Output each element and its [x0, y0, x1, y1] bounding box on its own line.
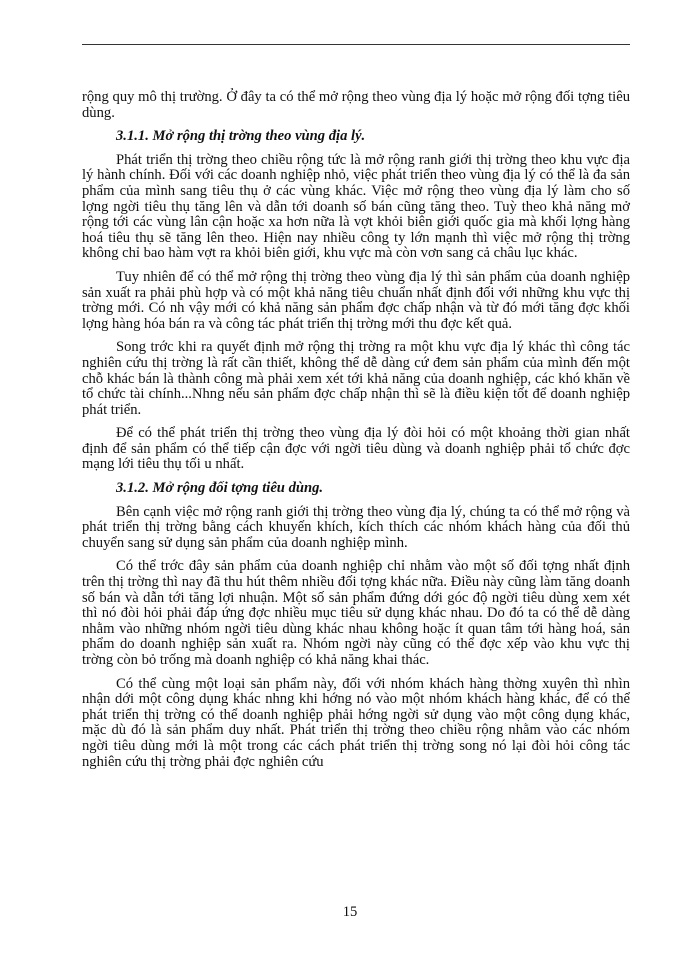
header-rule	[82, 44, 630, 45]
paragraph-6: Bên cạnh việc mở rộng ranh giới thị trờng theo vùng địa lý, chúng ta có thể mở rộng và phát triển thị trờng bằng cách khuyến khích, kích thích các nhóm khách hàng của đối thủ chuyển sang sử dụng sản phẩm của doanh nghiệp mình.	[82, 503, 630, 551]
paragraph-8: Có thể cùng một loại sản phẩm này, đối với nhóm khách hàng thờng xuyên thì nhìn nhận dới một công dụng khác nhng khi hớng nó vào một nhóm khách hàng khác, để có thể phát triển thị trờng có thể doanh nghiệp phải hớng ngời sử dụng vào một công dụng khác, mặc dù đó là sản phẩm duy nhất. Phát triển thị trờng theo chiều rộng nhằm vào các nhóm ngời tiêu dùng mới là một trong các cách phát triển thị trờng song nó lại đòi hỏi công tác nghiên cứu thị trờng phải đợc nghiên cứu	[82, 675, 630, 770]
paragraph-2: Phát triển thị trờng theo chiều rộng tức là mở rộng ranh giới thị trờng theo khu vực địa lý hành chính. Đối với các doanh nghiệp nhỏ, việc phát triển theo vùng địa lý có thể là đa sản phẩm của mình sang tiêu thụ ở các vùng khác. Việc mở rộng theo vùng địa lý làm cho số lợng ngời tiêu thụ tăng lên và dẫn tới doanh số bán cũng tăng theo. Tuỳ theo khả năng mở rộng tới các vùng lân cận hoặc xa hơn nữa là vợt khỏi biên giới quốc gia mà khối lợng hàng hoá tiêu thụ sẽ tăng lên theo. Hiện nay nhiều công ty lớn mạnh thì việc mở rộng thị trờng không chỉ bao hàm vợt ra khỏi biên giới, khu vực mà còn vơn sang cả châu lục khác.	[82, 151, 630, 262]
page-number: 15	[342, 904, 358, 920]
paragraph-1: rộng quy mô thị trường. Ở đây ta có thể mở rộng theo vùng địa lý hoặc mở rộng đối tợng tiêu dùng.	[82, 89, 630, 121]
paragraph-4: Song trớc khi ra quyết định mở rộng thị trờng ra một khu vực địa lý khác thì công tác nghiên cứu thị trờng là rất cần thiết, không thể dễ dàng cứ đem sản phẩm của mình đến một chỗ khác bán là thành công mà phải xem xét tới khả năng của doanh nghiệp, các khó khăn về tổ chức tài chính...Nhng nếu sản phẩm đợc chấp nhận thì sẽ là điều kiện tốt để doanh nghiệp phát triển.	[82, 339, 630, 418]
paragraph-7: Có thể trớc đây sản phẩm của doanh nghiệp chỉ nhằm vào một số đối tợng nhất định trên thị trờng thì nay đã thu hút thêm nhiều đối tợng khác nữa. Điều này cũng làm tăng doanh số bán và dẫn tới tăng lợi nhuận. Một số sản phẩm đứng dới góc độ ngời tiêu dùng xem xét thì nó đòi hỏi phải đáp ứng đợc nhiều mục tiêu sử dụng khác nhau. Do đó ta có thể dễ dàng nhằm vào những nhóm ngời tiêu dùng khác nhau không hoặc ít quan tâm tới hàng hoá, sản phẩm do doanh nghiệp sản xuất ra. Nhóm ngời này cũng có thể đợc xếp vào khu vực thị trờng còn bỏ trống mà doanh nghiệp có khả năng khai thác.	[82, 558, 630, 668]
body-text	[82, 90, 630, 778]
section-heading-3-1-2: 3.1.2. Mở rộng đối tợng tiêu dùng.	[116, 480, 324, 497]
section-heading-3-1-1: 3.1.1. Mở rộng thị trờng theo vùng địa lý.	[116, 128, 366, 145]
paragraph-5: Để có thể phát triển thị trờng theo vùng địa lý đòi hỏi có một khoảng thời gian nhất định để sản phẩm có thể tiếp cận đợc với ngời tiêu dùng và doanh nghiệp phải tổ chức đợc mạng lới tiêu thụ tối u nhất.	[82, 425, 630, 473]
paragraph-3: Tuy nhiên để có thể mở rộng thị trờng theo vùng địa lý thì sản phẩm của doanh nghiệp sản xuất ra phải phù hợp và có một khả năng tiêu chuẩn nhất định đối với những khu vực thị trờng mới. Có nh vậy mới có khả năng sản phẩm đợc chấp nhận và từ đó mới tăng đợc khối lợng hàng hóa bán ra và công tác phát triển thị trờng mới thu đợc kết quả.	[82, 268, 630, 332]
